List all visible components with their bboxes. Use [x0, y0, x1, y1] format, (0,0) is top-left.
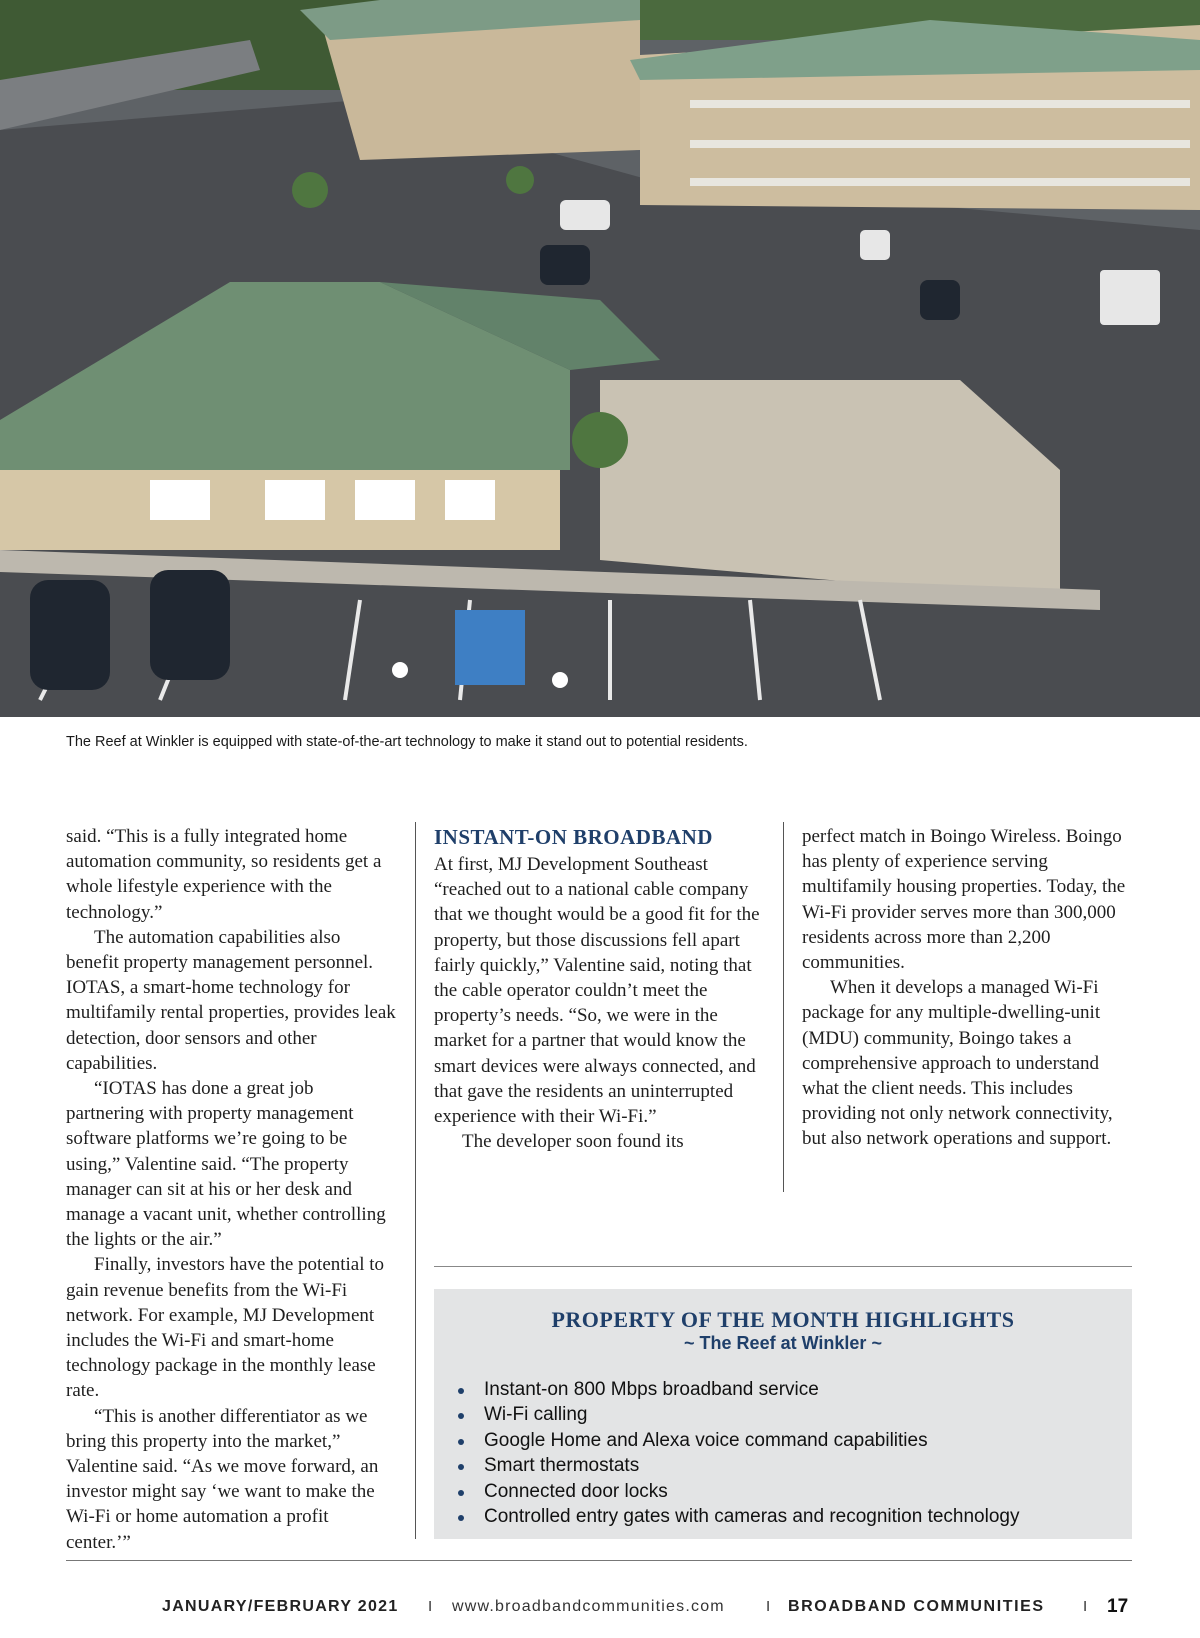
- magazine-name: BROADBAND COMMUNITIES: [788, 1598, 1045, 1615]
- paragraph: perfect match in Boingo Wireless. Boingo has plenty of experience serving multifamily housing properties. Today, the Wi-Fi provider serves more than 300,000 residents across more than 2,200 communities.: [802, 826, 1126, 974]
- page-footer: [0, 1598, 1200, 1622]
- issue-date: JANUARY/FEBRUARY 2021: [162, 1598, 399, 1615]
- footer-separator: I: [766, 1598, 771, 1615]
- list-item: Google Home and Alexa voice command capabilities: [454, 1428, 1019, 1453]
- paragraph: At first, MJ Development Southeast “reached out to a national cable company that we thought would be a good fit for the property, but those discussions fell apart fairly quickly,” Valentine said, noting that the cable operator couldn’t meet the property’s needs. “So, we were in the market for a partner that would know the smart devices were always connected, and that gave the residents an uninterrupted experience with their Wi-Fi.”: [434, 854, 760, 1128]
- list-item: Smart thermostats: [454, 1453, 1019, 1478]
- paragraph: Finally, investors have the potential to gain revenue benefits from the Wi-Fi network. For example, MJ Development includes the Wi-Fi and smart-home technology package in the monthly lease rate.: [66, 1254, 385, 1402]
- highlights-box: [434, 1289, 1132, 1539]
- section-rule: [434, 1266, 1132, 1267]
- article-column-3: [802, 824, 1138, 1152]
- highlights-title: PROPERTY OF THE MONTH HIGHLIGHTS: [551, 1307, 1015, 1332]
- aerial-photo: [0, 0, 1200, 717]
- article-column-2: [434, 824, 774, 1154]
- paragraph: “IOTAS has done a great job partnering with property management software platforms we’re going to be using,” Valentine said. “The property manager can sit at his or her desk and manage a vacant unit, whether controlling the lights or the air.”: [66, 1078, 386, 1251]
- footer-rule: [66, 1560, 1132, 1561]
- section-heading: INSTANT-ON BROADBAND: [434, 825, 713, 849]
- list-item: Wi-Fi calling: [454, 1402, 1019, 1427]
- list-item: Controlled entry gates with cameras and recognition technology: [454, 1504, 1019, 1529]
- article-column-1: [66, 824, 396, 1555]
- photo-caption: The Reef at Winkler is equipped with state-of-the-art technology to make it stand out to potential residents.: [66, 734, 748, 750]
- paragraph: When it develops a managed Wi-Fi package for any multiple-dwelling-unit (MDU) community, Boingo takes a comprehensive approach to understand what the client needs. This includes providing not only network connectivity, but also network operations and support.: [802, 977, 1113, 1150]
- highlights-subtitle: ~ The Reef at Winkler ~: [684, 1333, 882, 1353]
- aerial-photo-illustration: [0, 0, 1200, 717]
- paragraph: The automation capabilities also benefit property management personnel. IOTAS, a smart-home technology for multifamily rental properties, provides leak detection, door sensors and other capabilities.: [66, 926, 396, 1074]
- column-divider: [783, 822, 784, 1192]
- highlights-list: [454, 1377, 1019, 1529]
- column-divider: [415, 822, 416, 1539]
- footer-separator: I: [1083, 1598, 1088, 1615]
- list-item: Connected door locks: [454, 1479, 1019, 1504]
- paragraph: “This is another differentiator as we bring this property into the market,” Valentine said. “As we move forward, an investor might say ‘we want to make the Wi-Fi or home automation a profit center.’”: [66, 1405, 379, 1553]
- footer-separator: I: [428, 1598, 433, 1615]
- paragraph: said. “This is a fully integrated home automation community, so residents get a whole lifestyle experience with the technology.”: [66, 826, 382, 923]
- paragraph: The developer soon found its: [462, 1131, 684, 1153]
- website-link[interactable]: www.broadbandcommunities.com: [452, 1598, 725, 1615]
- page-number: 17: [1107, 1596, 1129, 1617]
- list-item: Instant-on 800 Mbps broadband service: [454, 1377, 1019, 1402]
